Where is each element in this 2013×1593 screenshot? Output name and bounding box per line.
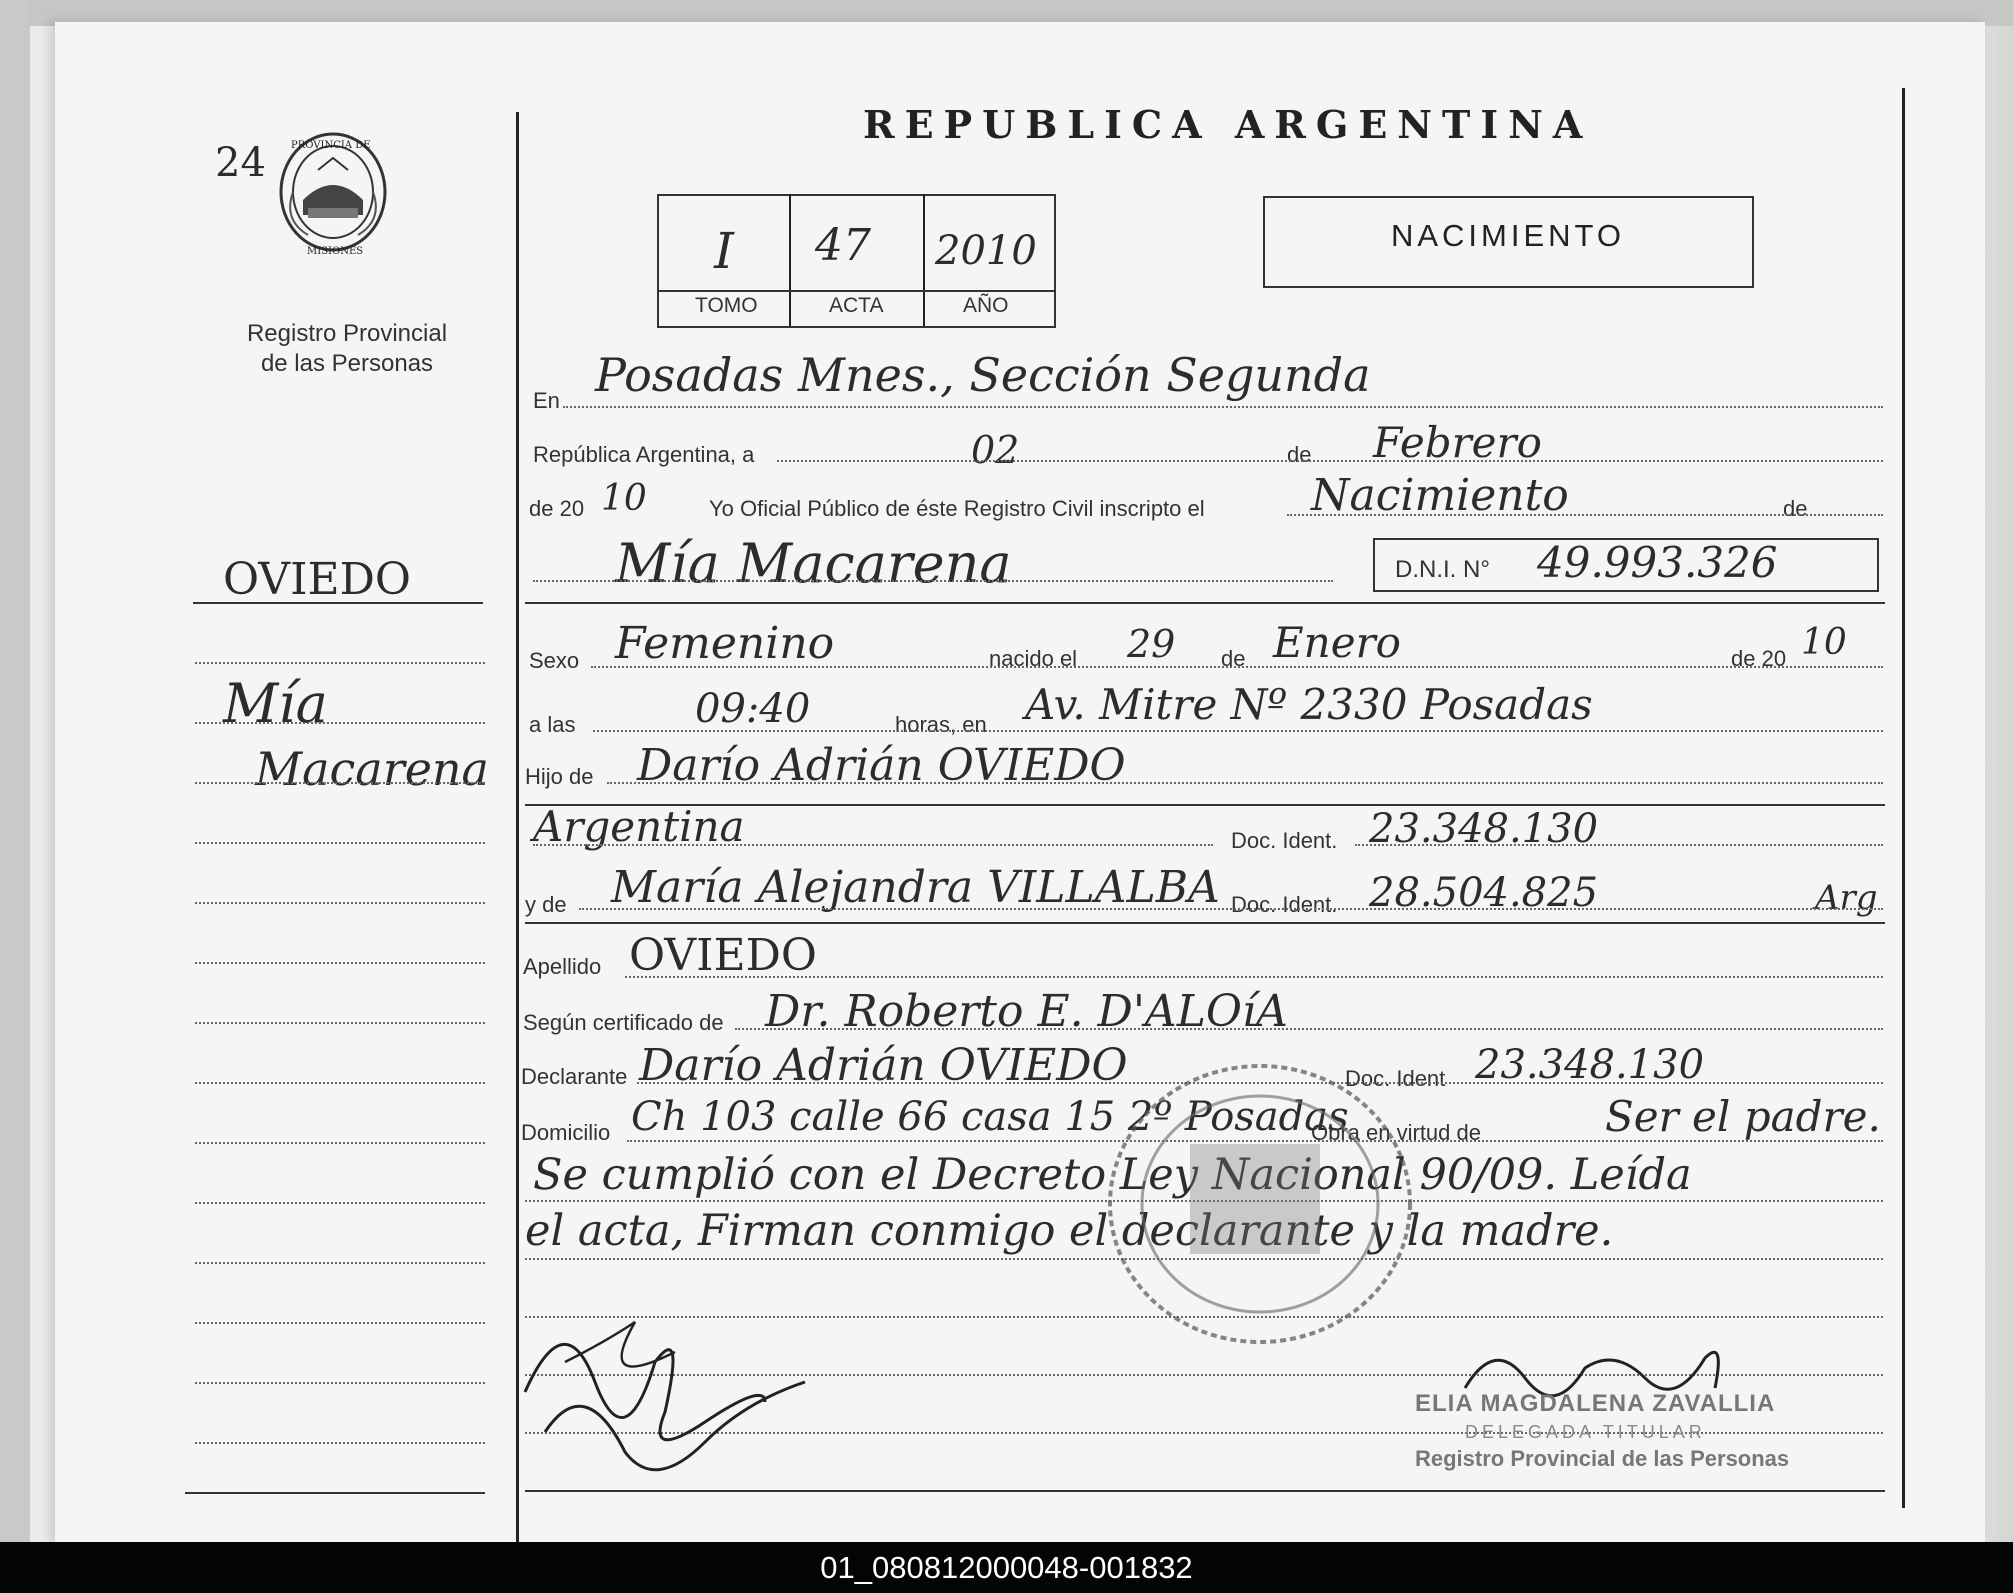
birth-place-value: Av. Mitre Nº 2330 Posadas xyxy=(1025,680,1593,729)
oficial-label: Yo Oficial Público de éste Registro Civil inscripto el xyxy=(709,496,1205,521)
margin-dotted-line xyxy=(195,1442,485,1444)
inscripto-value: Nacimiento xyxy=(1311,470,1569,521)
declarante-doc-value: 23.348.130 xyxy=(1475,1042,1705,1088)
registry-name-line2: de las Personas xyxy=(260,350,434,377)
officer-office-stamp: Registro Provincial de las Personas xyxy=(1415,1446,1790,1471)
year-prefix-label: de 20 xyxy=(529,496,585,521)
nacido-label: nacido el xyxy=(989,646,1078,671)
birth-year-value: 10 xyxy=(1801,622,1847,663)
officer-name-stamp: ELIA MAGDALENA ZAVALLIA xyxy=(1415,1390,1776,1417)
dotted-line xyxy=(1287,514,1883,516)
yde-label: y de xyxy=(525,892,567,917)
father-value: Darío Adrián OVIEDO xyxy=(637,740,1126,791)
segun-label: Según certificado de xyxy=(523,1010,724,1035)
month-value: Febrero xyxy=(1373,418,1542,467)
record-box-divider xyxy=(923,194,925,326)
margin-bottom-rule xyxy=(185,1492,485,1494)
birth-month-value: Enero xyxy=(1273,618,1401,667)
horas-label: horas, en xyxy=(895,712,987,737)
dni-value: 49.993.326 xyxy=(1537,538,1778,587)
mother-nationality: Arg xyxy=(1815,878,1878,918)
obra-value: Ser el padre. xyxy=(1605,1092,1881,1141)
day-value: 02 xyxy=(971,428,1020,472)
margin-dotted-line xyxy=(195,1322,485,1324)
de-label-2: de xyxy=(1783,496,1808,521)
time-value: 09:40 xyxy=(695,686,811,732)
dotted-line xyxy=(1355,844,1883,846)
page-number: 24 xyxy=(215,140,266,186)
margin-dotted-line xyxy=(195,662,485,664)
apellido-label: Apellido xyxy=(523,954,602,979)
margin-dotted-line xyxy=(195,842,485,844)
margin-dotted-line xyxy=(195,1022,485,1024)
section-rule xyxy=(525,922,1885,924)
dotted-line xyxy=(625,976,1883,978)
father-doc-value: 23.348.130 xyxy=(1369,806,1599,852)
margin-dotted-line xyxy=(195,962,485,964)
doc-ident-label-2: Doc. Ident. xyxy=(1231,892,1338,917)
margin-dotted-line xyxy=(195,722,485,724)
mother-value: María Alejandra VILLALBA xyxy=(611,862,1220,913)
hijo-label: Hijo de xyxy=(525,764,594,789)
sexo-label: Sexo xyxy=(529,648,580,673)
child-name-value: Mía Macarena xyxy=(615,532,1012,595)
margin-rule xyxy=(193,602,483,604)
birth-certificate-sheet xyxy=(55,22,1985,1542)
margin-surname: OVIEDO xyxy=(223,554,411,605)
de20-label: de 20 xyxy=(1731,646,1787,671)
tomo-value: I xyxy=(714,222,734,280)
doc-ident-label: Doc. Ident. xyxy=(1231,828,1338,853)
margin-dotted-line xyxy=(195,782,485,784)
dotted-line xyxy=(777,460,1883,462)
record-type-label: NACIMIENTO xyxy=(1390,218,1626,253)
birth-day-value: 29 xyxy=(1127,622,1176,666)
dotted-line xyxy=(593,730,1883,732)
margin-given-line1: Mía xyxy=(223,672,328,735)
file-code-caption: 01_080812000048-001832 xyxy=(0,1542,2013,1593)
margin-dotted-line xyxy=(195,1262,485,1264)
doctor-value: Dr. Roberto E. D'ALOíA xyxy=(765,986,1288,1037)
dotted-line xyxy=(533,844,1213,846)
document-title: REPUBLICA ARGENTINA xyxy=(863,102,1593,147)
section-rule xyxy=(525,602,1885,604)
notes-line1: Se cumplió con el Decreto Ley Nacional 90/09. Leída xyxy=(533,1150,1692,1200)
declarant-signature-icon xyxy=(505,1262,885,1502)
year-value: 10 xyxy=(601,478,647,519)
official-seal-stamp-icon xyxy=(1095,1054,1425,1354)
dotted-line xyxy=(735,1028,1883,1030)
de-label-3: de xyxy=(1221,646,1246,671)
domicilio-label: Domicilio xyxy=(521,1120,611,1145)
en-label: En xyxy=(533,388,560,413)
seal-top-text: PROVINCIA DE xyxy=(291,140,371,151)
domicilio-value: Ch 103 calle 66 casa 15 2º Posadas xyxy=(631,1094,1349,1140)
father-nationality: Argentina xyxy=(533,802,745,851)
ano-value: 2010 xyxy=(935,228,1037,274)
dotted-line xyxy=(533,580,1333,582)
ano-label: AÑO xyxy=(963,294,1009,317)
dotted-line xyxy=(607,782,1883,784)
de-label: de xyxy=(1287,442,1312,467)
dotted-line xyxy=(563,406,1883,408)
apellido-value: OVIEDO xyxy=(629,930,817,981)
seal-bottom-text: MISIONES xyxy=(307,246,364,257)
margin-dotted-line xyxy=(195,1202,485,1204)
officer-role-stamp: DELEGADA TITULAR xyxy=(1465,1422,1706,1442)
margin-dotted-line xyxy=(195,1142,485,1144)
record-box-divider xyxy=(789,194,791,326)
notes-line2: el acta, Firman conmigo el declarante y la madre. xyxy=(525,1206,1614,1256)
margin-dotted-line xyxy=(195,902,485,904)
margin-given-line2: Macarena xyxy=(255,742,489,796)
registry-name-line1: Registro Provincial xyxy=(246,320,448,347)
mother-doc-value: 28.504.825 xyxy=(1369,870,1599,916)
acta-value: 47 xyxy=(815,220,871,271)
dotted-line xyxy=(591,666,1883,668)
record-box-rule xyxy=(657,290,1055,292)
republica-label: República Argentina, a xyxy=(533,442,755,467)
en-value: Posadas Mnes., Sección Segunda xyxy=(595,348,1371,402)
sexo-value: Femenino xyxy=(615,618,835,669)
dotted-line xyxy=(579,908,1883,910)
tomo-label: TOMO xyxy=(695,294,758,317)
doc-ident-label-3: Doc. Ident xyxy=(1345,1066,1446,1091)
dni-label: D.N.I. N° xyxy=(1395,556,1490,583)
declarante-value: Darío Adrián OVIEDO xyxy=(639,1040,1128,1091)
binding-edge xyxy=(0,0,30,1542)
alas-label: a las xyxy=(529,712,576,737)
margin-dotted-line xyxy=(195,1082,485,1084)
declarante-label: Declarante xyxy=(521,1064,628,1089)
margin-dotted-line xyxy=(195,1382,485,1384)
obra-label: Obra en virtud de xyxy=(1311,1120,1481,1145)
right-border xyxy=(1902,88,1905,1508)
acta-label: ACTA xyxy=(829,294,884,317)
